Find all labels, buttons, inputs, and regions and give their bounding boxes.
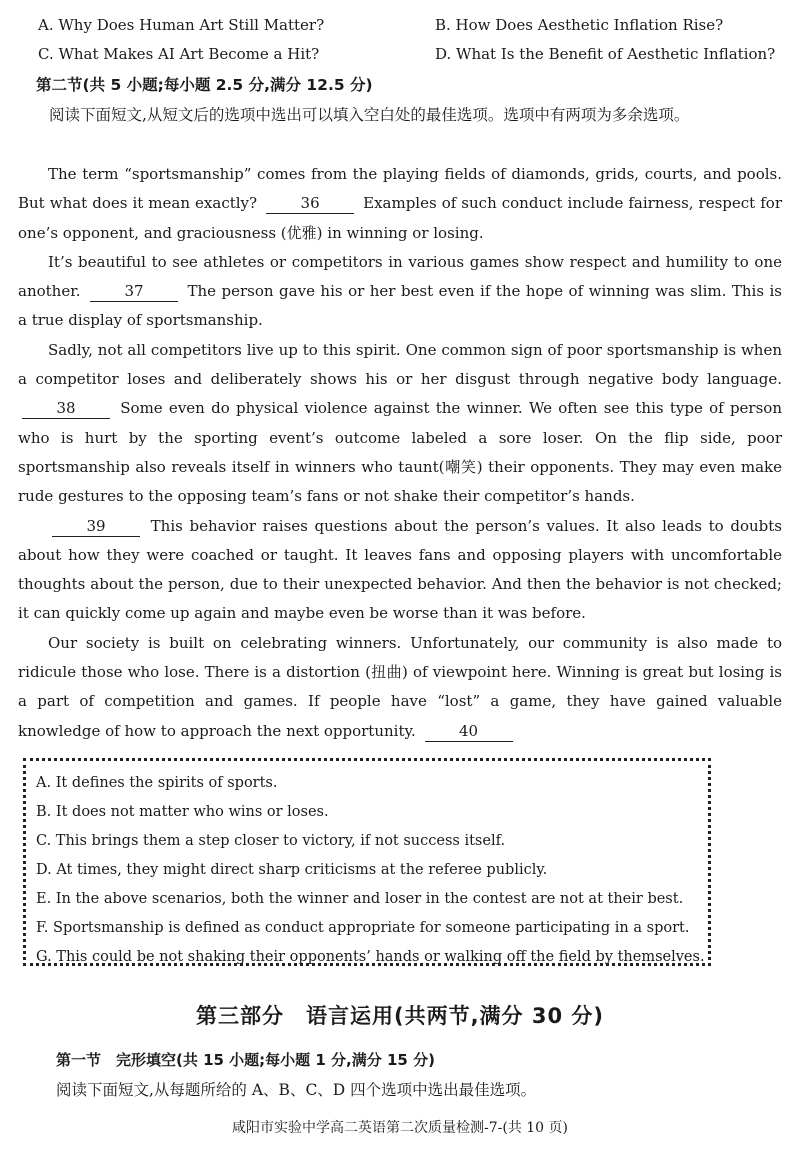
blank-40: 40 xyxy=(425,721,513,742)
option-f: F. Sportsmanship is defined as conduct appropriate for someone participating in a sport. xyxy=(36,920,690,936)
answer-options-box xyxy=(23,758,711,966)
part3-heading: 第三部分 语言运用(共两节,满分 30 分) xyxy=(195,1004,605,1028)
paragraph-5 xyxy=(18,629,782,746)
blank-36: 36 xyxy=(266,193,354,214)
paragraph-2 xyxy=(18,248,782,336)
paragraph-3-text-a: Sadly, not all competitors live up to this spirit. One common sign of poor sportsmanship is when a competitor loses and deliberately shows his or her disgust through negative body language. xyxy=(18,340,782,389)
blank-38: 38 xyxy=(22,398,110,419)
paragraph-2-text-b: The person gave his or her best even if the hope of winning was slim. This is a true display of sportsmanship. xyxy=(18,282,783,330)
passage xyxy=(18,160,782,746)
section2-instructions: 阅读下面短文,从短文后的选项中选出可以填入空白处的最佳选项。选项中有两项为多余选项。 xyxy=(49,106,690,124)
option-a: A. It defines the spirits of sports. xyxy=(36,775,278,791)
option-c: C. This brings them a step closer to victory, if not success itself. xyxy=(36,833,506,849)
option-b: B. It does not matter who wins or loses. xyxy=(36,804,329,820)
part3-instructions: 阅读下面短文,从每题所给的 A、B、C、D 四个选项中选出最佳选项。 xyxy=(56,1081,537,1099)
paragraph-2-text-a: It’s beautiful to see athletes or competitors in various games show respect and humility to one another. xyxy=(18,252,782,301)
paragraph-5-text: Our society is built on celebrating winners. Unfortunately, our community is also made to ridicule those who lose. There is a distortion (扭曲) of viewpoint here. Winning is great but losing is a part of competition and games. If people have “lost” a game, they have gained valuable knowledge of how to approach the next opportunity. xyxy=(18,633,782,740)
q35-option-d: D. What Is the Benefit of Aesthetic Inflation? xyxy=(435,45,776,63)
blank-39: 39 xyxy=(52,516,140,537)
q35-option-b: B. How Does Aesthetic Inflation Rise? xyxy=(435,16,724,34)
part3-section1-heading: 第一节 完形填空(共 15 小题;每小题 1 分,满分 15 分) xyxy=(56,1051,435,1069)
blank-37: 37 xyxy=(90,281,178,302)
option-g: G. This could be not shaking their opponents’ hands or walking off the field by themselves. xyxy=(36,949,705,965)
q35-option-c: C. What Makes AI Art Become a Hit? xyxy=(38,45,320,63)
q35-option-a: A. Why Does Human Art Still Matter? xyxy=(38,16,325,34)
paragraph-3 xyxy=(18,336,782,512)
option-d: D. At times, they might direct sharp criticisms at the referee publicly. xyxy=(36,862,548,878)
option-e: E. In the above scenarios, both the winner and loser in the contest are not at their best. xyxy=(36,891,684,907)
section2-heading: 第二节(共 5 小题;每小题 2.5 分,满分 12.5 分) xyxy=(36,76,373,94)
paragraph-3-text-b: Some even do physical violence against the winner. We often see this type of person who is hurt by the sporting event’s outcome labeled a sore loser. On the flip side, poor sportsmanship also reveals itself in winners who taunt(嘲笑) their opponents. They may even make rude gestures to the opposing team’s fans or not shake their competitor’s hands. xyxy=(18,399,782,506)
page-footer: 咸阳市实验中学高二英语第二次质量检测-7-(共 10 页) xyxy=(231,1120,568,1136)
paragraph-1 xyxy=(18,160,782,248)
paragraph-1-text-a: The term “sportsmanship” comes from the playing fields of diamonds, grids, courts, and pools. But what does it mean exactly? xyxy=(18,165,782,213)
paragraph-1-text-b: Examples of such conduct include fairness, respect for one’s opponent, and graciousness (优雅) in winning or losing. xyxy=(18,194,782,242)
paragraph-4-text: This behavior raises questions about the person’s values. It also leads to doubts about how they were coached or taught. It leaves fans and opposing players with uncomfortable thoughts about the person, due to their unexpected behavior. And then the behavior is not checked; it can quickly come up again and maybe even be worse than it was before. xyxy=(18,516,782,623)
paragraph-4 xyxy=(18,512,782,629)
